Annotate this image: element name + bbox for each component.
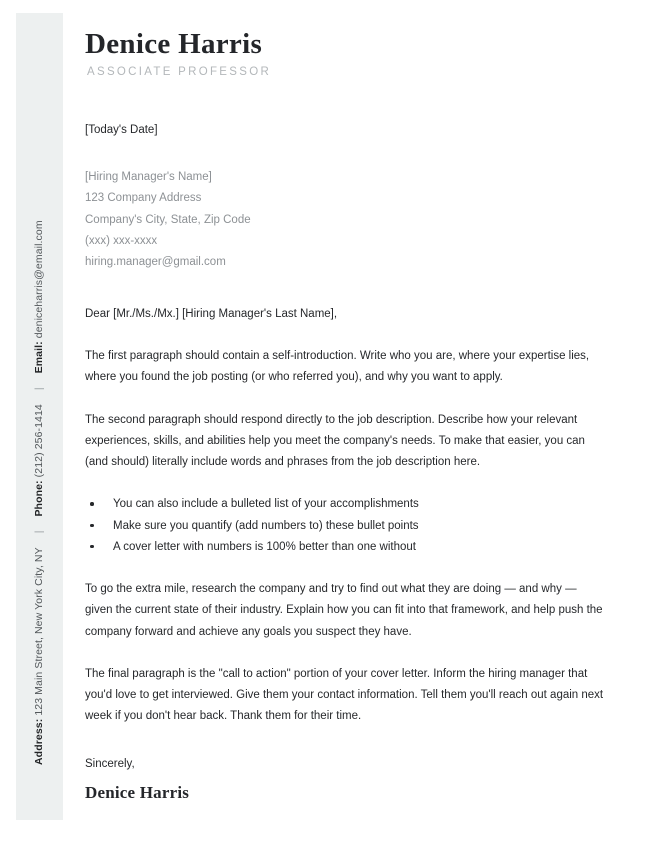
sidebar-separator-2: | — [32, 387, 45, 391]
bullet-dot-icon — [90, 502, 94, 506]
sidebar-address — [16, 547, 63, 765]
list-item — [85, 537, 605, 558]
closing-salutation: Sincerely, — [85, 757, 135, 770]
letter-date: [Today's Date] — [85, 124, 158, 137]
bullet-dot-icon — [90, 524, 94, 528]
bullet-dot-icon — [90, 545, 94, 549]
contact-sidebar-rotated-text — [16, 0, 63, 773]
page-title: Denice Harris — [85, 28, 263, 60]
recipient-line: 123 Company Address — [85, 192, 202, 205]
recipient-line: hiring.manager@gmail.com — [85, 256, 226, 269]
sidebar-phone — [16, 404, 63, 516]
list-item-label: Make sure you quantify (add numbers to) these bullet points — [113, 519, 419, 532]
list-item — [85, 494, 605, 515]
salutation: Dear [Mr./Ms./Mx.] [Hiring Manager's Last Name], — [85, 307, 338, 320]
sidebar-phone-label: Phone: — [33, 480, 45, 517]
letter-body — [85, 0, 605, 803]
sidebar-email-label: Email: — [33, 341, 45, 374]
recipient-line: Company's City, State, Zip Code — [85, 213, 251, 226]
paragraph-3: To go the extra mile, research the company and try to find out what they are doing — and why — given the current state of their industry. Explain how you can fit into that framework, and help push the company forward and achieve any goals you suspect they have. — [85, 583, 603, 638]
recipient-line: (xxx) xxx-xxxx — [85, 234, 158, 247]
list-item-label: A cover letter with numbers is 100% better than one without — [113, 540, 416, 553]
contact-sidebar — [16, 13, 63, 820]
sidebar-email-value: deniceharris@email.com — [33, 220, 45, 339]
recipient-block — [85, 167, 605, 274]
accomplishments-list — [85, 494, 605, 558]
letter-header — [85, 0, 605, 78]
sidebar-separator-1: | — [32, 530, 45, 534]
list-item — [85, 516, 605, 537]
sidebar-email — [16, 220, 63, 373]
job-title: ASSOCIATE PROFESSOR — [87, 66, 272, 79]
sidebar-address-label: Address: — [33, 718, 45, 765]
list-item-label: You can also include a bulleted list of your accomplishments — [113, 498, 419, 511]
paragraph-1: The first paragraph should contain a self-introduction. Write who you are, where your expertise lies, where you found the job posting (or who referred you), and why you want to apply. — [85, 350, 590, 384]
sidebar-address-value: 123 Main Street, New York City, NY — [33, 547, 45, 716]
signature: Denice Harris — [85, 782, 190, 802]
recipient-line: [Hiring Manager's Name] — [85, 170, 212, 183]
paragraph-2: The second paragraph should respond directly to the job description. Describe how your relevant experiences, skills, and abilities help you meet the company's needs. To make that easier, you can (and should) literally include words and phrases from the job description here. — [85, 413, 585, 469]
paragraph-4: The final paragraph is the "call to action" portion of your cover letter. Inform the hiring manager that you'd love to get interviewed. Give them your contact information. Tell them you'll reach out again next week if you don't hear back. Thank them for their time. — [85, 667, 604, 723]
sidebar-phone-value: (212) 256-1414 — [33, 404, 45, 478]
